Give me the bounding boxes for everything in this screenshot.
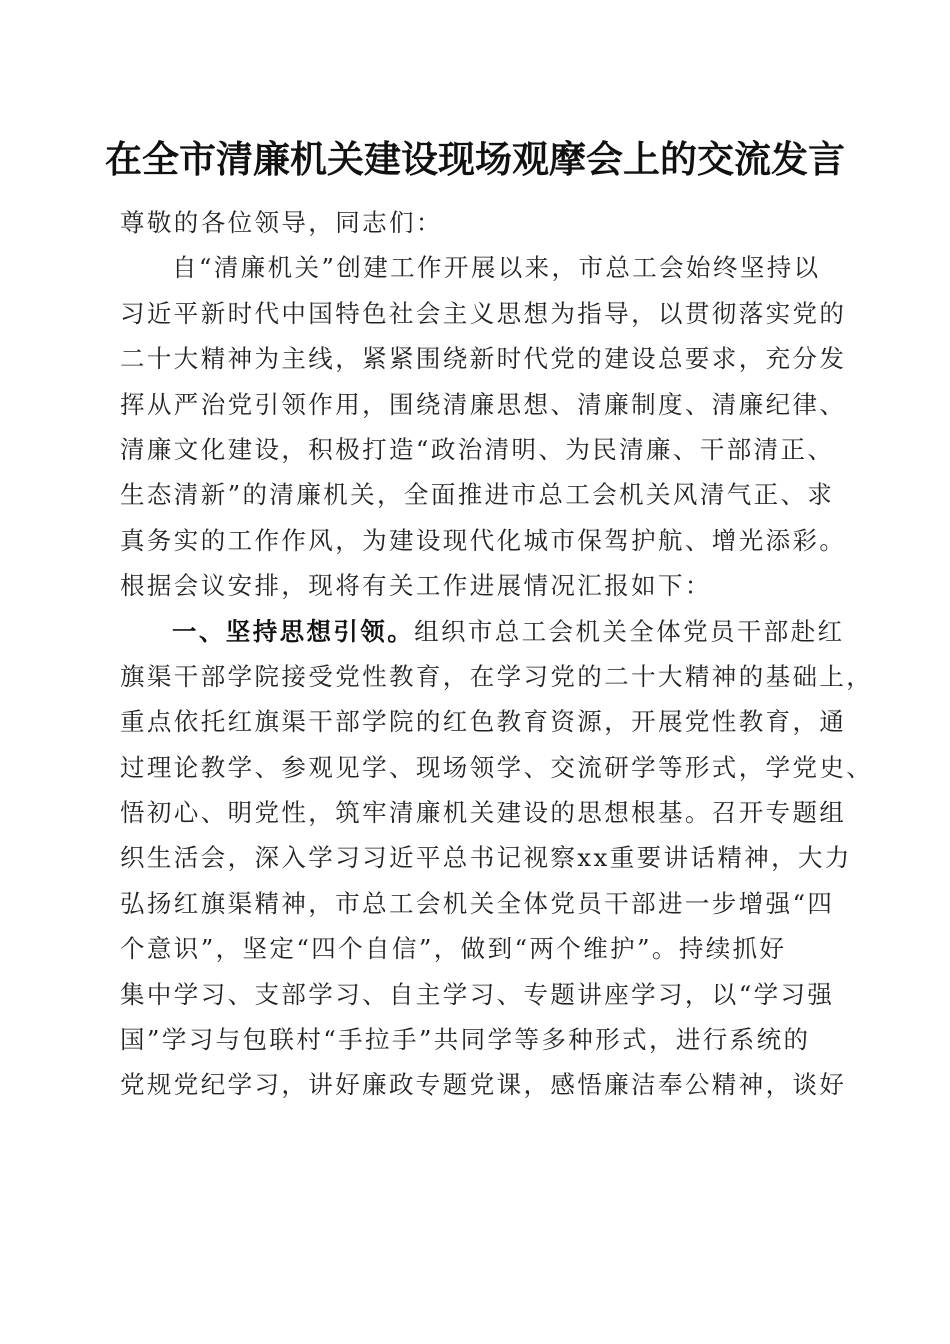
section1-heading: 一、坚持思想引领。 xyxy=(172,616,415,646)
section1-line-4: 过理论教学、参观见学、现场领学、交流研学等形式，学党史、 xyxy=(120,752,874,782)
section1-first-line xyxy=(120,609,845,654)
intro-line-3: 二十大精神为主线，紧紧围绕新时代党的建设总要求，充分发 xyxy=(120,344,847,374)
section1-line-5: 悟初心、明党性，筑牢清廉机关建设的思想根基。召开专题组 xyxy=(120,798,847,828)
section1-line-9: 集中学习、支部学习、自主学习、专题讲座学习，以“学习强 xyxy=(120,979,835,1009)
intro-line-4: 挥从严治党引领作用，围绕清廉思想、清廉制度、清廉纪律、 xyxy=(120,389,847,419)
section1-line-10: 国”学习与包联村“手拉手”共同学等多种形式，进行系统的 xyxy=(120,1025,811,1055)
intro-line-5: 清廉文化建设，积极打造“政治清明、为民清廉、干部清正、 xyxy=(120,434,835,464)
intro-line-7: 真务实的工作作风，为建设现代化城市保驾护航、增光添彩。 xyxy=(120,525,847,555)
section1-line-8: 个意识”，坚定“四个自信”，做到“两个维护”。持续抓好 xyxy=(120,934,787,964)
salutation: 尊敬的各位领导，同志们： xyxy=(120,208,443,237)
intro-line-1: 自“清廉机关”创建工作开展以来，市总工会始终坚持以 xyxy=(172,253,821,283)
section1-first-line-text: 组织市总工会机关全体党员干部赴红 xyxy=(414,616,845,646)
document-title: 在全市清廉机关建设现场观摩会上的交流发言 xyxy=(105,137,845,181)
section1-line-6: 织生活会，深入学习习近平总书记视察xx重要讲话精神，大力 xyxy=(120,843,852,873)
intro-line-6: 生态清新”的清廉机关，全面推进市总工会机关风清气正、求 xyxy=(120,480,835,510)
intro-line-8: 根据会议安排，现将有关工作进展情况汇报如下： xyxy=(120,571,712,601)
intro-line-2: 习近平新时代中国特色社会主义思想为指导，以贯彻落实党的 xyxy=(120,298,847,328)
section1-line-7: 弘扬红旗渠精神，市总工会机关全体党员干部进一步增强“四 xyxy=(120,888,835,918)
section1-line-11: 党规党纪学习，讲好廉政专题党课，感悟廉洁奉公精神，谈好 xyxy=(120,1070,847,1100)
section1-line-2: 旗渠干部学院接受党性教育，在学习党的二十大精神的基础上， xyxy=(120,661,874,691)
document-body xyxy=(120,200,874,1108)
section1-line-3: 重点依托红旗渠干部学院的红色教育资源，开展党性教育，通 xyxy=(120,707,847,737)
